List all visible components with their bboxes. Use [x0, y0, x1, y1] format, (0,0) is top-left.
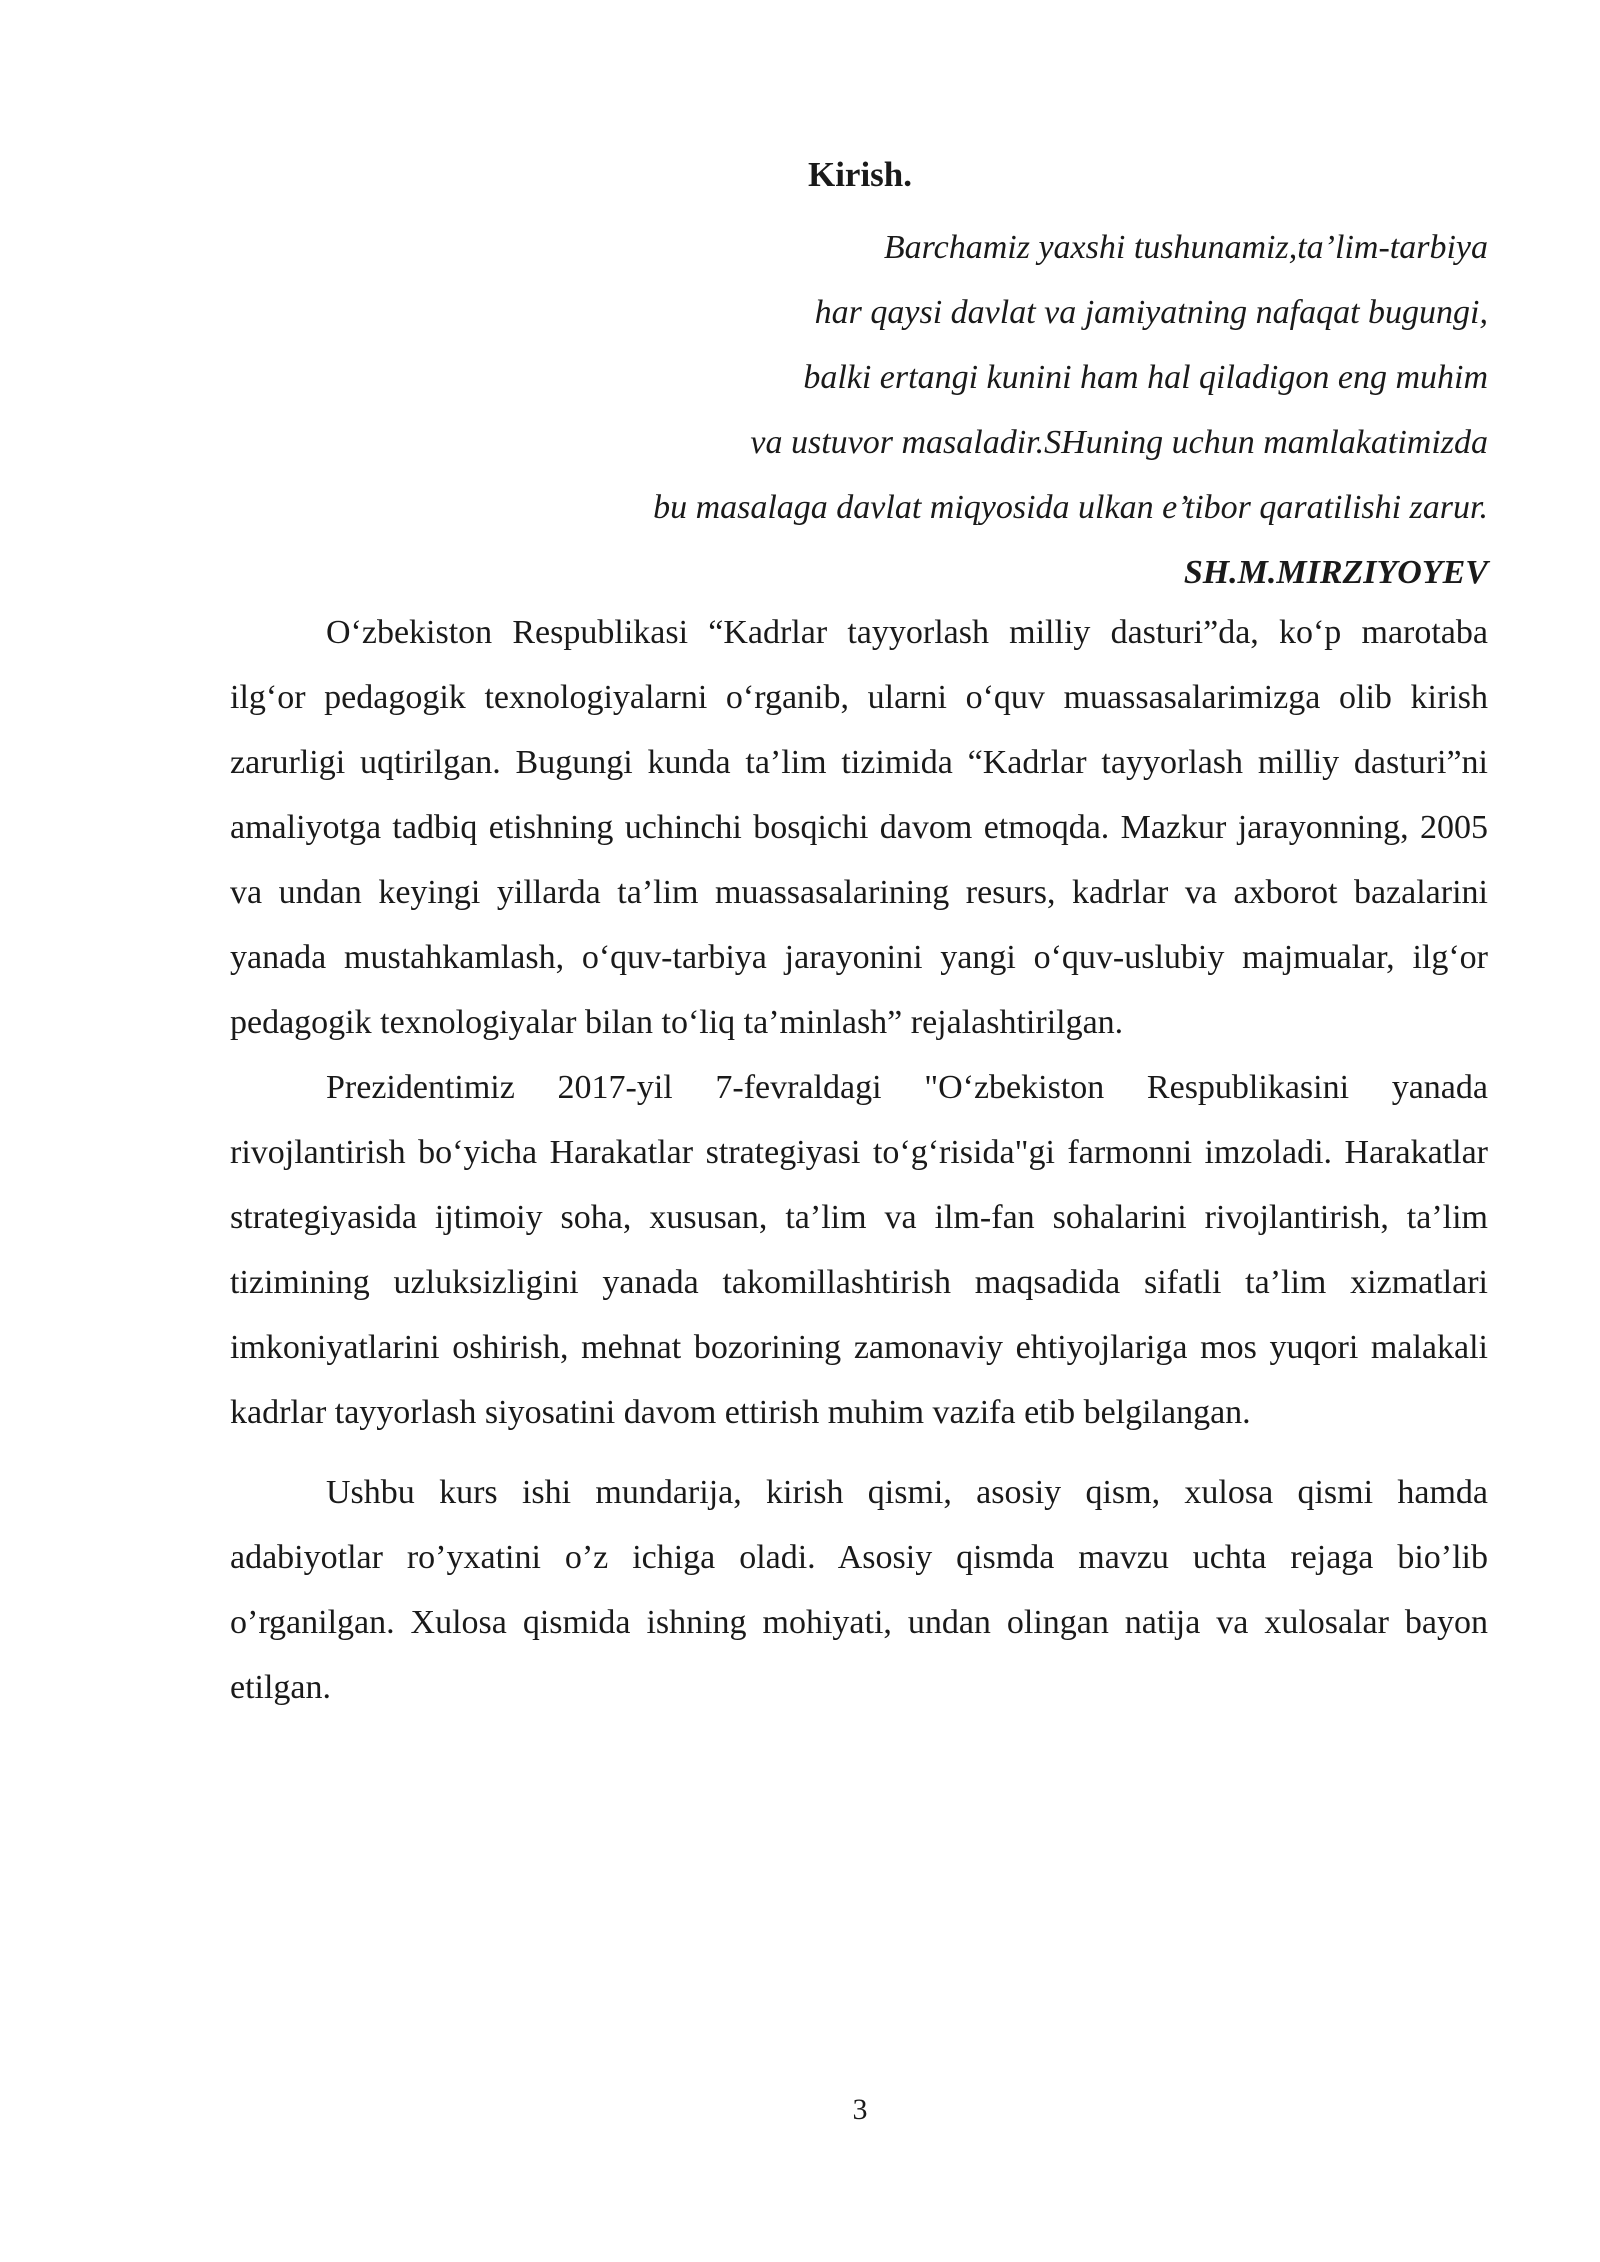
epigraph — [388, 215, 1488, 605]
body-paragraph: O‘zbekiston Respublikasi “Kadrlar tayyorlash milliy dasturi”da, ko‘p marotaba ilg‘or pedagogik texnologiyalarni o‘rganib, ularni o‘quv muassasalarimizga olib kirish zarurligi uqtirilgan. Bugungi kunda ta’lim tizimida “Kadrlar tayyorlash milliy dasturi”ni amaliyotga tadbiq etishning uchinchi bosqichi davom etmoqda. Mazkur jarayonning, 2005 va undan keyingi yillarda ta’lim muassasalarining resurs, kadrlar va axborot bazalarini yanada mustahkamlash, o‘quv-tarbiya jarayonini yangi o‘quv-uslubiy majmualar, ilg‘or pedagogik texnologiyalar bilan to‘liq ta’minlash” rejalashtirilgan. — [230, 614, 1488, 1041]
body-paragraph: Ushbu kurs ishi mundarija, kirish qismi, asosiy qism, xulosa qismi hamda adabiyotlar ro’yxatini o’z ichiga oladi. Asosiy qismda mavzu uchta rejaga bio’lib o’rganilgan. Xulosa qismida ishning mohiyati, undan olingan natija va xulosalar bayon etilgan. — [230, 1474, 1488, 1706]
page-number: 3 — [852, 2093, 868, 2126]
epigraph-author: SH.M.MIRZIYOYEV — [1183, 554, 1488, 591]
epigraph-line: balki ertangi kunini ham hal qiladigon eng muhim — [803, 359, 1488, 396]
body-paragraph: Prezidentimiz 2017-yil 7-fevraldagi "O‘zbekiston Respublikasini yanada rivojlantirish bo‘yicha Harakatlar strategiyasi to‘g‘risida"gi farmonni imzoladi. Harakatlar strategiyasida ijtimoiy soha, xususan, ta’lim va ilm-fan sohalarini rivojlantirish, ta’lim tizimining uzluksizligini yanada takomillashtirish maqsadida sifatli ta’lim xizmatlari imkoniyatlarini oshirish, mehnat bozorining zamonaviy ehtiyojlariga mos yuqori malakali kadrlar tayyorlash siyosatini davom ettirish muhim vazifa etib belgilangan. — [230, 1069, 1488, 1431]
epigraph-line: va ustuvor masaladir.SHuning uchun mamlakatimizda — [750, 424, 1488, 461]
body-text — [230, 600, 1488, 1720]
section-title: Kirish. — [807, 155, 913, 194]
epigraph-line: bu masalaga davlat miqyosida ulkan e’tibor qaratilishi zarur. — [653, 489, 1488, 526]
epigraph-line: har qaysi davlat va jamiyatning nafaqat bugungi, — [814, 294, 1488, 331]
epigraph-line: Barchamiz yaxshi tushunamiz,ta’lim-tarbiya — [883, 229, 1488, 266]
